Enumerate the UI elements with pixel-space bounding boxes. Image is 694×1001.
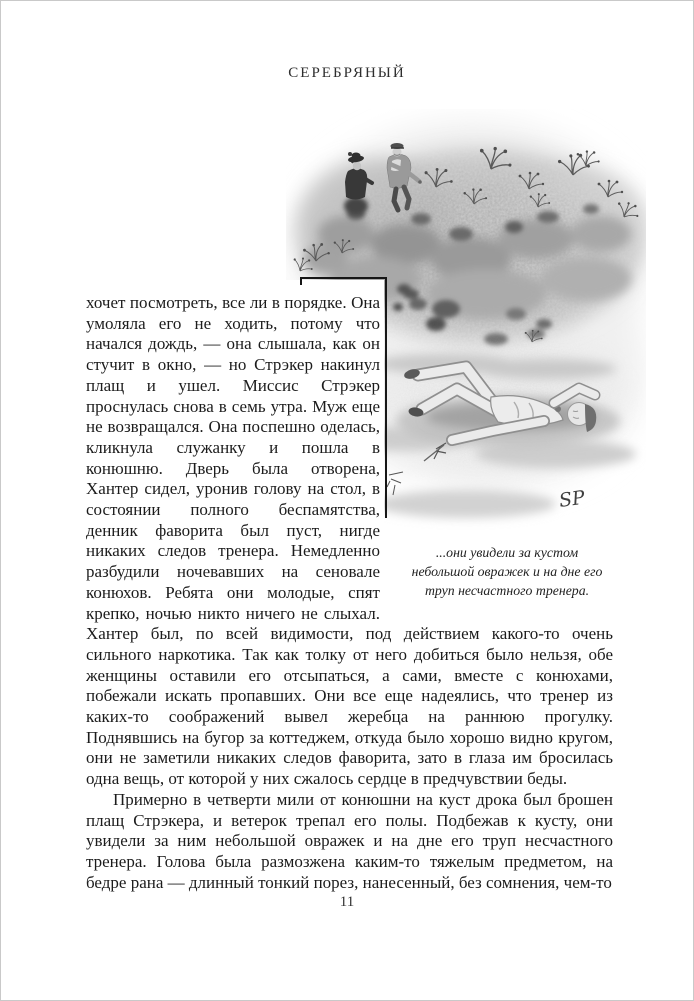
cutout-border-hook bbox=[300, 277, 302, 285]
illustration-caption: ...они увидели за кустом небольшой овражек и на дне его труп несчастного тренера. bbox=[411, 545, 603, 598]
artist-signature: SP bbox=[557, 486, 587, 512]
page-number: 11 bbox=[339, 894, 355, 910]
cutout-border-top bbox=[300, 277, 387, 279]
paragraph-1: хочет посмотреть, все ли в порядке. Она умоляла его не ходить, потому что начался дождь, — она слышала, как он стучит в окно, — но Стрэкер накинул плащ и ушел. Миссис Стрэкер проснулась снова в семь утра. Муж еще не возвращался. Она поспешно оделась, кликнула служанку и пошла в конюшню. Дверь была отворена, Хантер сидел, уронив голову на стол, в состоянии полного беспамятства, денник фаворита был пуст, нигде никаких следов тренера. Немедленно разбудили ночевавших на сеновале конюхов. Ребята они молодые, спят крепко, ночью никто ничего не слыхал. Хантер был, по всей видимости, под действием какого-то очень сильного наркотика. Так как толку от него добиться было нельзя, обе женщины оставили его отсыпаться, а сами, вместе с конюхами, побежали искать пропавших. Они все еще надеялись, что тренер из каких-то соображений вывел жеребца на раннюю прогулку. Поднявшись на бугор за коттеджем, откуда было хорошо видно кругом, они не заметили никаких следов фаворита, зато в глаза им бросилась одна вещь, от которой у них сжалось сердце в предчувствии беды. bbox=[86, 293, 613, 789]
running-header: СЕРЕБРЯНЫЙ bbox=[288, 65, 406, 81]
cutout-border-right bbox=[385, 277, 387, 518]
illustration-cutout-spacer bbox=[380, 293, 613, 615]
paragraph-2: Примерно в четверти мили от конюшни на куст дрока был брошен плащ Стрэкера, и ветерок трепал его полы. Подбежав к кусту, они увидели за ним небольшой овражек и на дне его труп несчастного тренера. Голова была размозжена каким-то тяжелым предметом, на бедре рана — длинный тонкий порез, нанесенный, без сомнения, чем-то bbox=[86, 789, 613, 892]
body-text bbox=[86, 293, 613, 893]
